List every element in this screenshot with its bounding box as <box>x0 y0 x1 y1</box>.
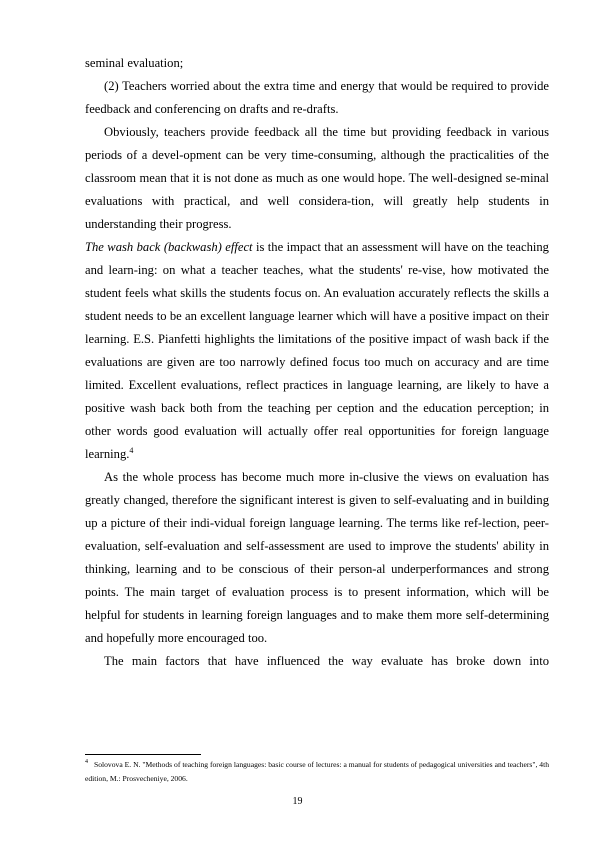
paragraph-self-evaluation: As the whole process has become much more in-clusive the views on evaluation has greatly changed, therefore the significant interest is given to self-evaluating and in building up a picture of their indi-vidual foreign language learning. The terms like ref-lection, peer-evaluation, self-evaluation and self-assessment are used to improve the students' ability in thinking, learning and to be conscious of their person-al underperformances and strong points. The main target of evaluation process is to present information, which will be helpful for students in learning foreign languages and to make them more self-determining and hopefully more encouraged too. <box>85 470 549 645</box>
footnote-text: Solovova E. N. "Methods of teaching foreign languages: basic course of lectures: a manual for students of pedagogical universities and teachers", 4th edition, M.: Prosvecheniye, 2006. <box>85 760 549 783</box>
wash-back-term: The wash back (backwash) effect <box>85 240 253 254</box>
paragraph-wash-back <box>85 236 549 466</box>
page-number: 19 <box>292 796 303 807</box>
footnote-mark: 4 <box>85 759 88 766</box>
paragraph-teachers-worried: (2) Teachers worried about the extra time and energy that would be required to provide feedback and conferencing on drafts and re-drafts. <box>85 79 549 116</box>
paragraph-seminal-evaluation: seminal evaluation; <box>85 56 184 70</box>
page-body <box>85 52 549 673</box>
paragraph-main-factors: The main factors that have influenced the way evaluate has broke down into <box>104 654 549 668</box>
paragraph-feedback-time: Obviously, teachers provide feedback all the time but providing feedback in various periods of a devel-opment can be very time-consuming, although the practicalities of the classroom mean that it is not done as much as one would hope. The well-designed se-minal evaluations with practical, and well considera-tion, will greatly help students in understanding their progress. <box>85 125 549 231</box>
wash-back-text: is the impact that an assessment will have on the teaching and learn-ing: on what a teacher teaches, what the students' re-vise, how motivated the student feels what skills the students focus on. An evaluation accurately reflects the skills a student needs to be an excellent language learner which will have a positive impact on their learning. E.S. Pianfetti highlights the limitations of the positive impact of wash back if the evaluations are given are too narrowly defined focus too much on accuracy and are time limited. Excellent evaluations, reflect practices in language learning, are likely to have a positive wash back both from the teaching per ception and the education perception; in other words good evaluation will actually offer real opportunities for foreign language learning. <box>85 240 549 461</box>
footnote-divider <box>85 754 201 755</box>
footnote <box>85 758 549 786</box>
footnote-reference: 4 <box>129 445 134 455</box>
